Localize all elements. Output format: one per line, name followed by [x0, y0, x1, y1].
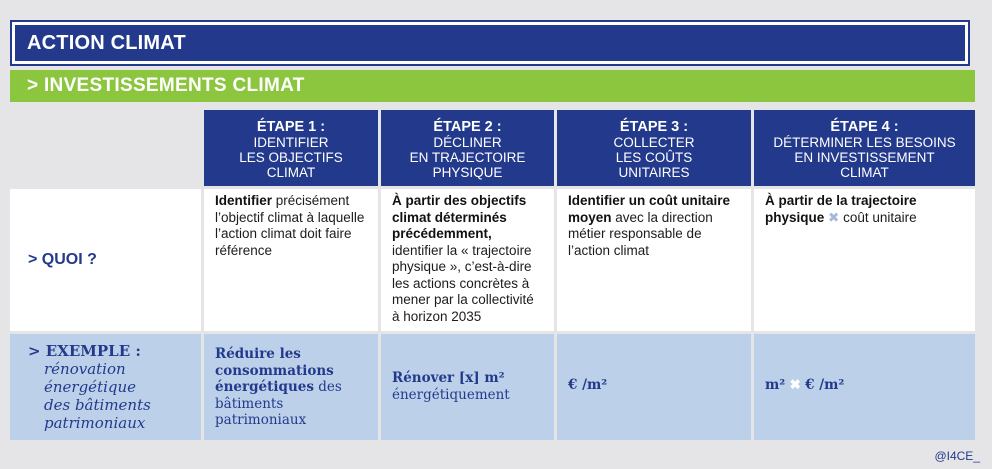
exemple-label-line-1: rénovation: [44, 360, 126, 378]
exemple-step-1-text: des bâtiments patrimoniaux: [215, 379, 342, 428]
step-3-title: ÉTAPE 3 :: [619, 119, 689, 135]
step-4-line-1: DÉTERMINER LES BESOINS: [773, 135, 956, 150]
multiply-icon: ✖: [828, 209, 840, 225]
exemple-step-2-bold: Rénover [x] m²: [392, 370, 505, 386]
quoi-step-2-text: identifier la « trajectoire physique », c’est-à-dire les actions concrètes à mener par la collectivité à horizon 2035: [392, 242, 534, 324]
quoi-step-1-bold: Identifier: [215, 193, 273, 208]
exemple-step-3-bold: € /m²: [568, 377, 608, 393]
quoi-step-1-cell: [204, 189, 378, 331]
exemple-label-line-2: énergétique: [44, 378, 137, 396]
step-2-line-1: DÉCLINER: [433, 135, 502, 150]
footer-handle: @I4CE_: [934, 449, 980, 463]
exemple-step-3-cell: [557, 334, 751, 440]
exemple-step-2-cell: [381, 334, 554, 440]
exemple-step-4-cell: [754, 334, 975, 440]
exemple-step-1-bold: Réduire les consommations énergétiques: [215, 346, 334, 395]
quoi-step-3-text: avec la direction métier responsable de l’action climat: [568, 209, 713, 258]
step-2-line-3: PHYSIQUE: [432, 165, 503, 180]
exemple-label-line-3: des bâtiments: [44, 396, 151, 414]
step-2-header: [381, 110, 554, 186]
quoi-step-4-text: coût unitaire: [839, 209, 917, 225]
multiply-icon: ✖: [789, 377, 801, 393]
quoi-step-4-cell: [754, 189, 975, 331]
exemple-label-line-4: patrimoniaux: [44, 414, 146, 432]
quoi-step-4-bold: À partir de la trajectoire physique: [765, 193, 917, 225]
quoi-step-3-bold: Identifier un coût unitaire moyen: [568, 193, 731, 225]
exemple-step-4-unit-a: m²: [765, 377, 786, 393]
step-2-title: ÉTAPE 2 :: [433, 119, 502, 135]
page-title: ACTION CLIMAT: [15, 25, 965, 61]
quoi-step-2-bold: À partir des objectifs climat déterminés précédemment,: [392, 193, 527, 241]
step-3-line-3: UNITAIRES: [618, 165, 690, 180]
exemple-step-2-text: énergétiquement: [392, 386, 510, 403]
step-1-header: [204, 110, 378, 186]
step-4-line-3: CLIMAT: [840, 165, 889, 180]
quoi-step-3-cell: [557, 189, 751, 331]
step-1-line-3: CLIMAT: [266, 165, 316, 180]
step-4-title: ÉTAPE 4 :: [830, 119, 899, 135]
title-box: [10, 20, 970, 66]
step-4-header: [754, 110, 975, 186]
exemple-step-4-unit-b: € /m²: [805, 377, 845, 393]
step-3-header: [557, 110, 751, 186]
quoi-row-label: > QUOI ?: [10, 189, 201, 331]
step-3-line-2: LES COÛTS: [615, 150, 693, 165]
quoi-step-1-text-b: l’objectif climat à laquelle l’action climat doit faire référence: [215, 209, 365, 258]
step-1-line-2: LES OBJECTIFS: [239, 150, 343, 165]
step-3-line-1: COLLECTER: [613, 135, 695, 150]
quoi-step-2-cell: [381, 189, 554, 331]
step-4-line-2: EN INVESTISSEMENT: [794, 150, 935, 165]
section-subtitle: > INVESTISSEMENTS CLIMAT: [10, 70, 975, 102]
exemple-label-heading: > EXEMPLE :: [28, 342, 141, 360]
quoi-step-1-text-a: précisément: [272, 193, 350, 208]
exemple-row-label: [10, 334, 201, 440]
exemple-step-1-cell: [204, 334, 378, 440]
step-1-line-1: IDENTIFIER: [253, 135, 329, 150]
step-1-title: ÉTAPE 1 :: [256, 119, 326, 135]
step-2-line-2: EN TRAJECTOIRE: [409, 150, 526, 165]
